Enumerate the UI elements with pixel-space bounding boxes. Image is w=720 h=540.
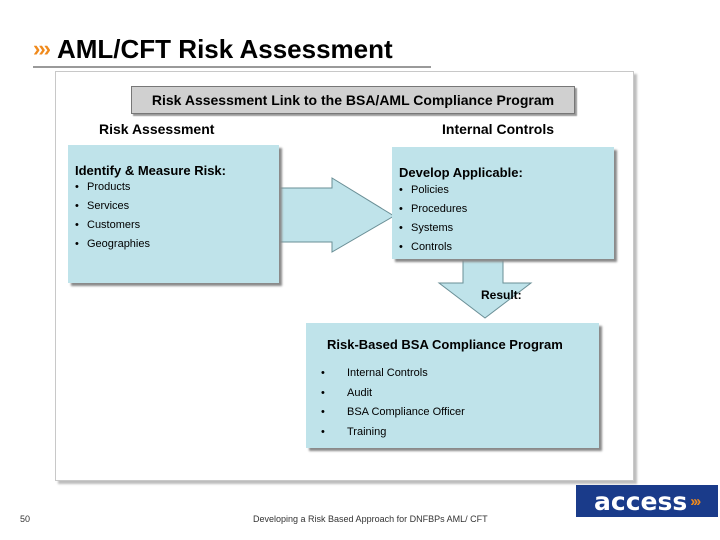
list-item: • Products xyxy=(75,181,131,193)
list-item: • Geographies xyxy=(75,238,150,250)
logo-chevron-icon: ››› xyxy=(690,492,700,510)
identify-risk-box xyxy=(68,145,279,283)
develop-applicable-list xyxy=(399,181,467,257)
compliance-program-title: Risk-Based BSA Compliance Program xyxy=(327,337,563,352)
footer-text: Developing a Risk Based Approach for DNFBPs AML/ CFT xyxy=(253,514,488,524)
develop-applicable-box xyxy=(392,147,614,259)
right-arrow xyxy=(277,178,394,252)
chevron-icon: ››› xyxy=(33,36,49,61)
list-item: • Systems xyxy=(399,222,454,234)
list-item: • Internal Controls xyxy=(321,367,428,379)
list-item: • Procedures xyxy=(399,203,468,215)
logo-text: access xyxy=(594,486,688,516)
list-item: • Controls xyxy=(399,241,452,253)
develop-applicable-title: Develop Applicable: xyxy=(399,165,523,180)
left-column-heading: Risk Assessment xyxy=(99,121,215,137)
list-item: • Training xyxy=(321,425,387,438)
page-number: 50 xyxy=(20,514,31,524)
diagram-banner: Risk Assessment Link to the BSA/AML Compliance Program xyxy=(131,86,575,114)
compliance-program-box xyxy=(306,323,599,448)
compliance-program-list xyxy=(321,364,465,442)
access-logo xyxy=(576,485,718,517)
identify-risk-list xyxy=(75,178,150,254)
list-item: • Audit xyxy=(321,386,373,399)
identify-risk-title: Identify & Measure Risk: xyxy=(75,163,226,178)
result-label: Result: xyxy=(481,288,522,302)
slide-title-text: AML/CFT Risk Assessment xyxy=(56,34,393,64)
list-item: • BSA Compliance Officer xyxy=(321,406,465,418)
list-item: • Services xyxy=(75,200,130,212)
right-column-heading: Internal Controls xyxy=(442,121,555,137)
list-item: • Policies xyxy=(399,184,449,196)
list-item: • Customers xyxy=(75,219,141,231)
